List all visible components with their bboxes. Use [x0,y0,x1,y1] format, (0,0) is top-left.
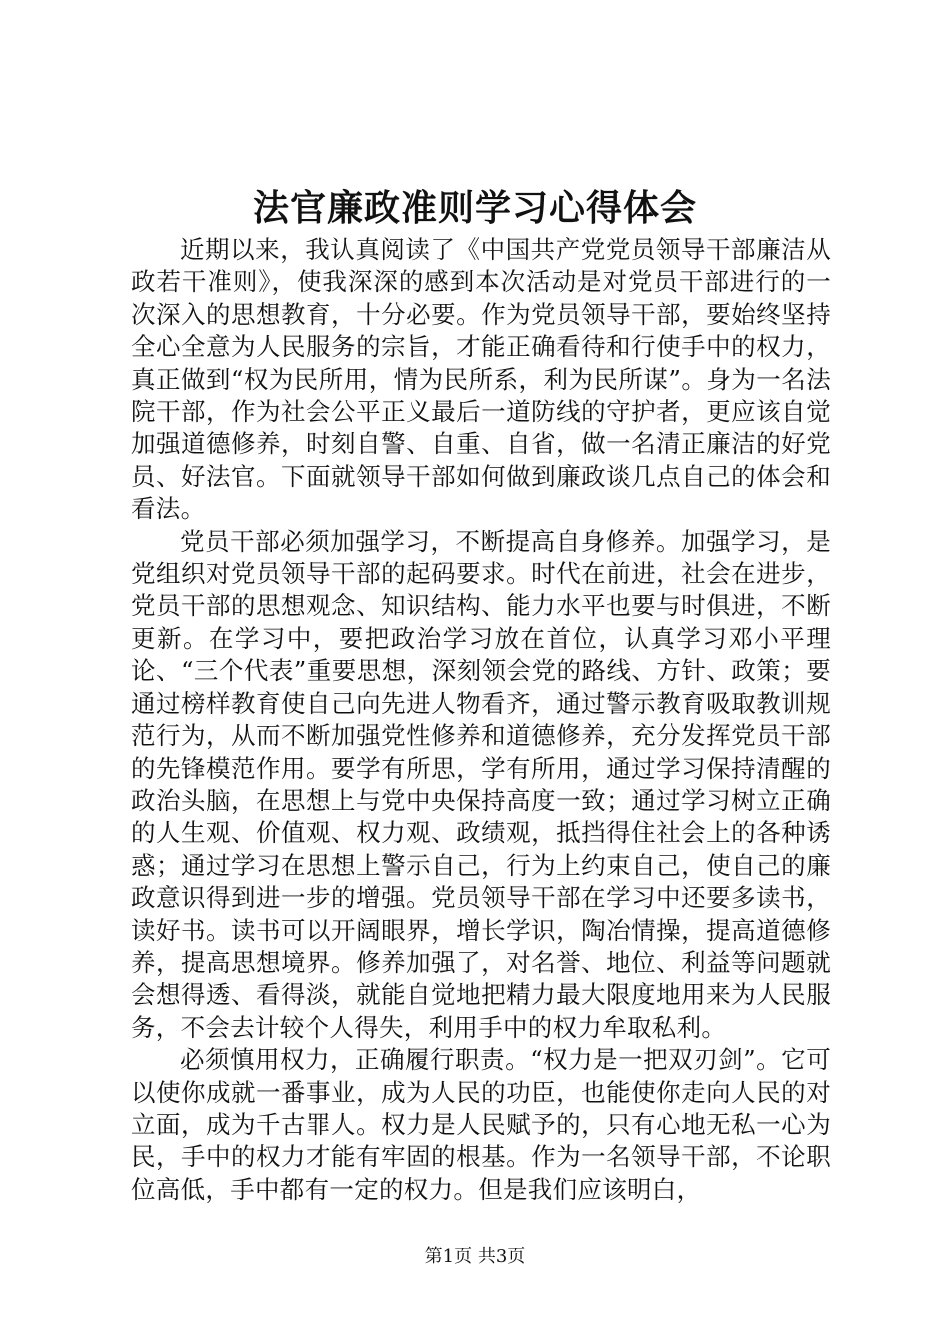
paragraph-2: 党员干部必须加强学习，不断提高自身修养。加强学习，是党组织对党员领导干部的起码要求。时代在前进，社会在进步，党员干部的思想观念、知识结构、能力水平也要与时俱进，不断更新。在学习中，要把政治学习放在首位，认真学习邓小平理论、“三个代表”重要思想，深刻领会党的路线、方针、政策；要通过榜样教育使自己向先进人物看齐，通过警示教育吸取教训规范行为，从而不断加强党性修养和道德修养，充分发挥党员干部的先锋模范作用。要学有所思，学有所用，通过学习保持清醒的政治头脑，在思想上与党中央保持高度一致；通过学习树立正确的人生观、价值观、权力观、政绩观，抵挡得住社会上的各种诱惑；通过学习在思想上警示自己，行为上约束自己，使自己的廉政意识得到进一步的增强。党员领导干部在学习中还要多读书，读好书。读书可以开阔眼界，增长学识，陶冶情操，提高道德修养，提高思想境界。修养加强了，对名誉、地位、利益等问题就会想得透、看得淡，就能自觉地把精力最大限度地用来为人民服务，不会去计较个人得失，利用手中的权力牟取私利。 [131,526,831,1042]
paragraph-3: 必须慎用权力，正确履行职责。“权力是一把双刃剑”。它可以使你成就一番事业，成为人民的功臣，也能使你走向人民的对立面，成为千古罪人。权力是人民赋予的，只有心地无私一心为民，手中的权力才能有牢固的根基。作为一名领导干部，不论职位高低，手中都有一定的权力。但是我们应该明白， [131,1045,831,1204]
document-body [131,234,831,1206]
document-title: 法官廉政准则学习心得体会 [252,187,697,229]
page-number-footer: 第1页 共3页 [424,1246,526,1267]
paragraph-1: 近期以来，我认真阅读了《中国共产党党员领导干部廉洁从政若干准则》，使我深深的感到本次活动是对党员干部进行的一次深入的思想教育，十分必要。作为党员领导干部，要始终坚持全心全意为人民服务的宗旨，才能正确看待和行使手中的权力，真正做到“权为民所用，情为民所系，利为民所谋”。身为一名法院干部，作为社会公平正义最后一道防线的守护者，更应该自觉加强道德修养，时刻自警、自重、自省，做一名清正廉洁的好党员、好法官。下面就领导干部如何做到廉政谈几点自己的体会和看法。 [131,235,831,524]
